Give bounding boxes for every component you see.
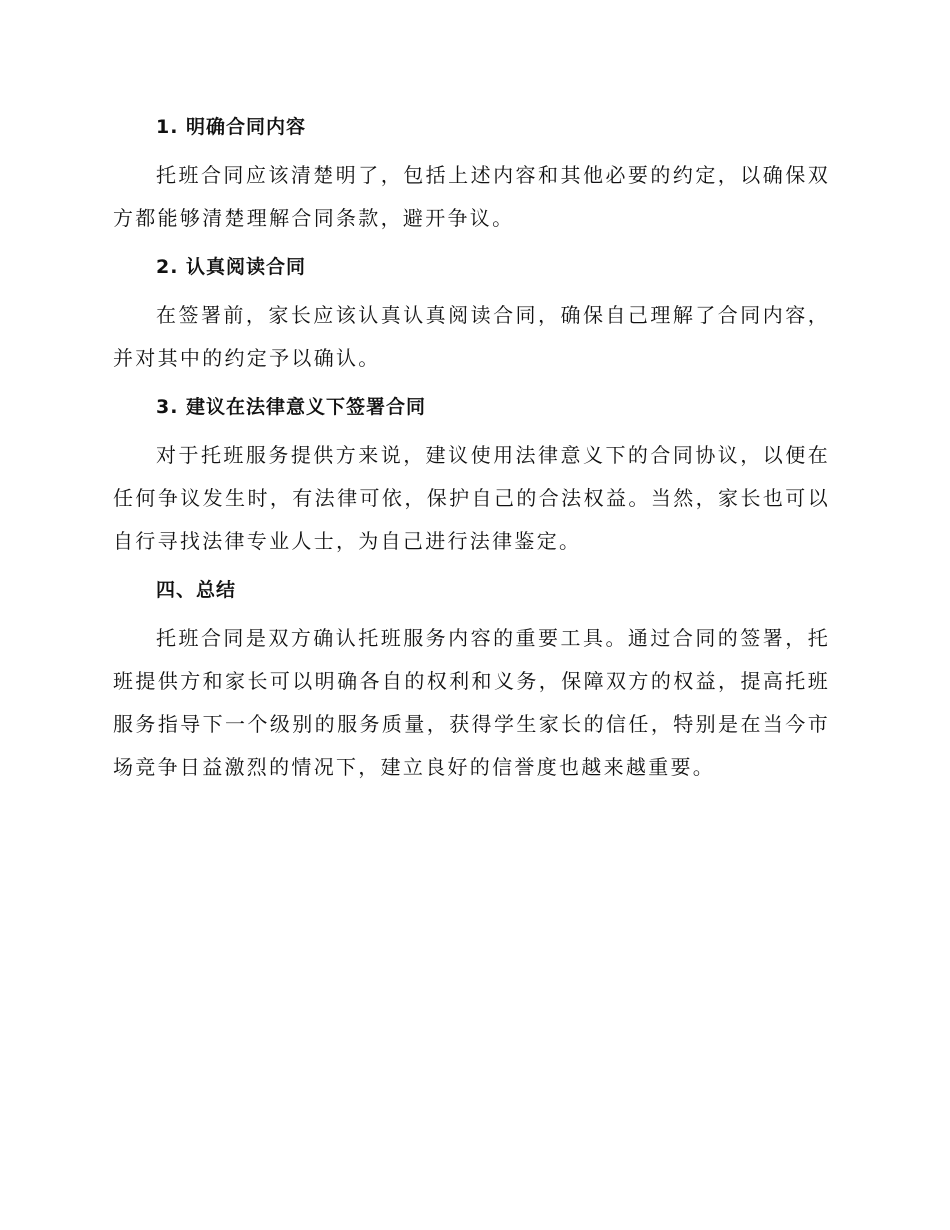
- section-heading-3: 3. 建议在法律意义下签署合同: [156, 396, 427, 418]
- section-paragraph-1: 托班合同应该清楚明了，包括上述内容和其他必要的约定，以确保双方都能够清楚理解合同条款，避开争议。: [113, 163, 830, 230]
- document-body: [113, 108, 830, 797]
- section-heading-1: 1. 明确合同内容: [156, 116, 307, 138]
- section-paragraph-2: 在签署前，家长应该认真认真阅读合同，确保自己理解了合同内容，并对其中的约定予以确认。: [113, 303, 830, 370]
- summary-paragraph: 托班合同是双方确认托班服务内容的重要工具。通过合同的签署，托班提供方和家长可以明确各自的权利和义务，保障双方的权益，提高托班服务指导下一个级别的服务质量，获得学生家长的信任，特别是在当今市场竞争日益激烈的情况下，建立良好的信誉度也越来越重要。: [113, 626, 830, 779]
- summary-heading: 四、总结: [156, 579, 237, 601]
- section-heading-2: 2. 认真阅读合同: [156, 256, 307, 278]
- section-paragraph-3: 对于托班服务提供方来说，建议使用法律意义下的合同协议，以便在任何争议发生时，有法律可依，保护自己的合法权益。当然，家长也可以自行寻找法律专业人士，为自己进行法律鉴定。: [113, 443, 830, 553]
